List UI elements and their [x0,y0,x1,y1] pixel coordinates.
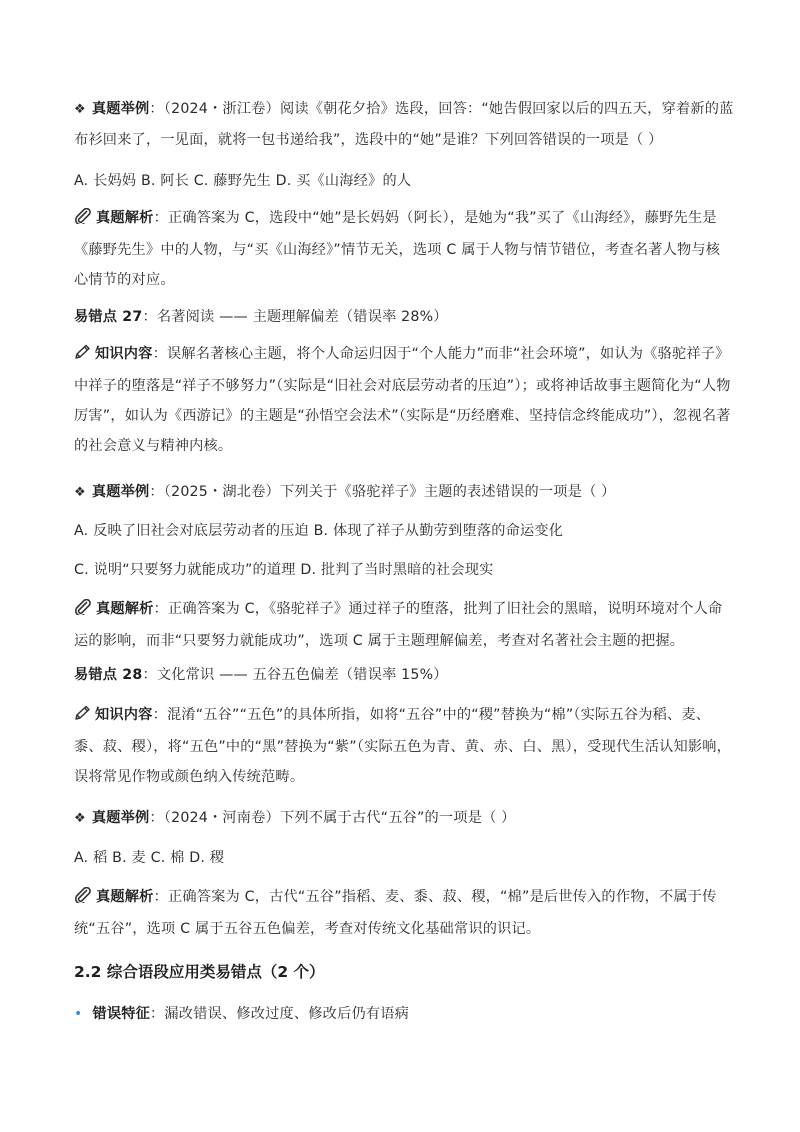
analysis-label: 真题解析 [96,601,154,617]
knowledge-text: 误解名著核心主题，将个人命运归因于“个人能力”而非“社会环境”，如认为《骆驼祥子》中祥子的堕落是“祥子不够努力”（实际是“旧社会对底层劳动者的压迫”）；或将神话故事主题简化为“人物厉害”，如认为《西游记》的主题是“孙悟空会法术”（实际是“历经磨难、坚持信念终能成功”），忽视名著的社会意义与精神内核。 [74,346,731,454]
example-text: （2024・河南卷）下列不属于古代“五谷”的一项是（ ） [163,810,516,826]
error-point-text: 名著阅读 —— 主题理解偏差（错误率 28%） [156,309,448,325]
diamond-icon: ❖ [74,811,86,826]
example-label: 真题举例 [91,101,150,117]
analysis-block-2: 真题解析：正确答案为 C，《骆驼祥子》通过祥子的堕落，批判了旧社会的黑暗，说明环境对个人命运的影响，而非“只要努力就能成功”，选项 C 属于主题理解偏差，考查对名著社会主题的把握。 [74,594,734,656]
knowledge-label: 知识内容 [95,707,153,723]
analysis-label: 真题解析 [96,889,154,905]
analysis-label: 真题解析 [96,210,154,226]
bullet-dot-icon: • [74,1006,83,1022]
analysis-text: 正确答案为 C，《骆驼祥子》通过祥子的堕落，批判了旧社会的黑暗，说明环境对个人命运的影响，而非“只要努力就能成功”，选项 C 属于主题理解偏差，考查对名著社会主题的把握。 [74,601,723,649]
diamond-icon: ❖ [74,485,86,500]
error-point-text: 文化常识 —— 五谷五色偏差（错误率 15%） [156,667,448,683]
knowledge-label: 知识内容 [95,346,153,362]
knowledge-block-28: 知识内容：混淆“五谷”“五色”的具体所指，如将“五谷”中的“稷”替换为“棉”（实际五谷为稻、麦、黍、菽、稷），将“五色”中的“黑”替换为“紫”（实际五色为青、黄、赤、白、黑），受现代生活认知影响，误将常见作物或颜色纳入传统范畴。 [74,700,734,792]
pencil-icon [74,702,91,732]
error-point-27: 易错点 27：名著阅读 —— 主题理解偏差（错误率 28%） [74,309,448,325]
bullet-item: • 错误特征：漏改错误、修改过度、修改后仍有语病 [74,1006,410,1022]
paperclip-icon [74,205,92,235]
analysis-block-3: 真题解析：正确答案为 C，古代“五谷”指稻、麦、黍、菽、稷，“棉”是后世传入的作物，不属于传统“五谷”，选项 C 属于五谷五色偏差，考查对传统文化基础常识的识记。 [74,882,734,944]
paperclip-icon [74,596,92,626]
example-label: 真题举例 [91,810,150,826]
example-label: 真题举例 [91,484,150,500]
example-block-3: ❖ 真题举例：（2024・河南卷）下列不属于古代“五谷”的一项是（ ） [74,810,516,826]
example-block-2: ❖ 真题举例：（2025・湖北卷）下列关于《骆驼祥子》主题的表述错误的一项是（ ） [74,484,616,500]
options-3: A. 稻 B. 麦 C. 棉 D. 稷 [74,850,225,866]
options-1: A. 长妈妈 B. 阿长 C. 藤野先生 D. 买《山海经》的人 [74,173,412,189]
error-point-28: 易错点 28：文化常识 —— 五谷五色偏差（错误率 15%） [74,667,448,683]
pencil-icon [74,341,91,371]
knowledge-text: 混淆“五谷”“五色”的具体所指，如将“五谷”中的“稷”替换为“棉”（实际五谷为稻、麦、黍、菽、稷），将“五色”中的“黑”替换为“紫”（实际五色为青、黄、赤、白、黑），受现代生活认知影响，误将常见作物或颜色纳入传统范畴。 [74,707,732,785]
knowledge-block-27: 知识内容：误解名著核心主题，将个人命运归因于“个人能力”而非“社会环境”，如认为《骆驼祥子》中祥子的堕落是“祥子不够努力”（实际是“旧社会对底层劳动者的压迫”）；或将神话故事主题简化为“人物厉害”，如认为《西游记》的主题是“孙悟空会法术”（实际是“历经磨难、坚持信念终能成功”），忽视名著的社会意义与精神内核。 [74,339,734,461]
options-2a: A. 反映了旧社会对底层劳动者的压迫 B. 体现了祥子从勤劳到堕落的命运变化 [74,523,564,539]
example-block-1: ❖ 真题举例：（2024・浙江卷）阅读《朝花夕拾》选段，回答：“她告假回家以后的四五天，穿着新的蓝布衫回来了，一见面，就将一包书递给我”，选段中的“她”是谁？下列回答错误的一项是（ ） [74,101,734,148]
bullet-label: 错误特征 [92,1006,151,1022]
analysis-text: 正确答案为 C，选段中“她”是长妈妈（阿长），是她为“我”买了《山海经》，藤野先生是《藤野先生》中的人物，与“买《山海经》”情节无关，选项 C 属于人物与情节错位，考查名著人物与核心情节的对应。 [74,210,721,288]
options-2b: C. 说明“只要努力就能成功”的道理 D. 批判了当时黑暗的社会现实 [74,562,494,578]
error-point-label: 易错点 27 [74,309,143,325]
example-text: （2025・湖北卷）下列关于《骆驼祥子》主题的表述错误的一项是（ ） [163,484,616,500]
example-text: （2024・浙江卷）阅读《朝花夕拾》选段，回答：“她告假回家以后的四五天，穿着新的蓝布衫回来了，一见面，就将一包书递给我”，选段中的“她”是谁？下列回答错误的一项是（ ） [74,101,734,148]
diamond-icon: ❖ [74,102,86,117]
section-heading: 2.2 综合语段应用类易错点（2 个） [74,963,325,981]
bullet-text: 漏改错误、修改过度、修改后仍有语病 [164,1006,410,1022]
error-point-label: 易错点 28 [74,667,143,683]
analysis-block-1: 真题解析：正确答案为 C，选段中“她”是长妈妈（阿长），是她为“我”买了《山海经》，藤野先生是《藤野先生》中的人物，与“买《山海经》”情节无关，选项 C 属于人物与情节错位，考查名著人物与核心情节的对应。 [74,203,734,295]
analysis-text: 正确答案为 C，古代“五谷”指稻、麦、黍、菽、稷，“棉”是后世传入的作物，不属于传统“五谷”，选项 C 属于五谷五色偏差，考查对传统文化基础常识的识记。 [74,889,717,937]
paperclip-icon [74,884,92,914]
